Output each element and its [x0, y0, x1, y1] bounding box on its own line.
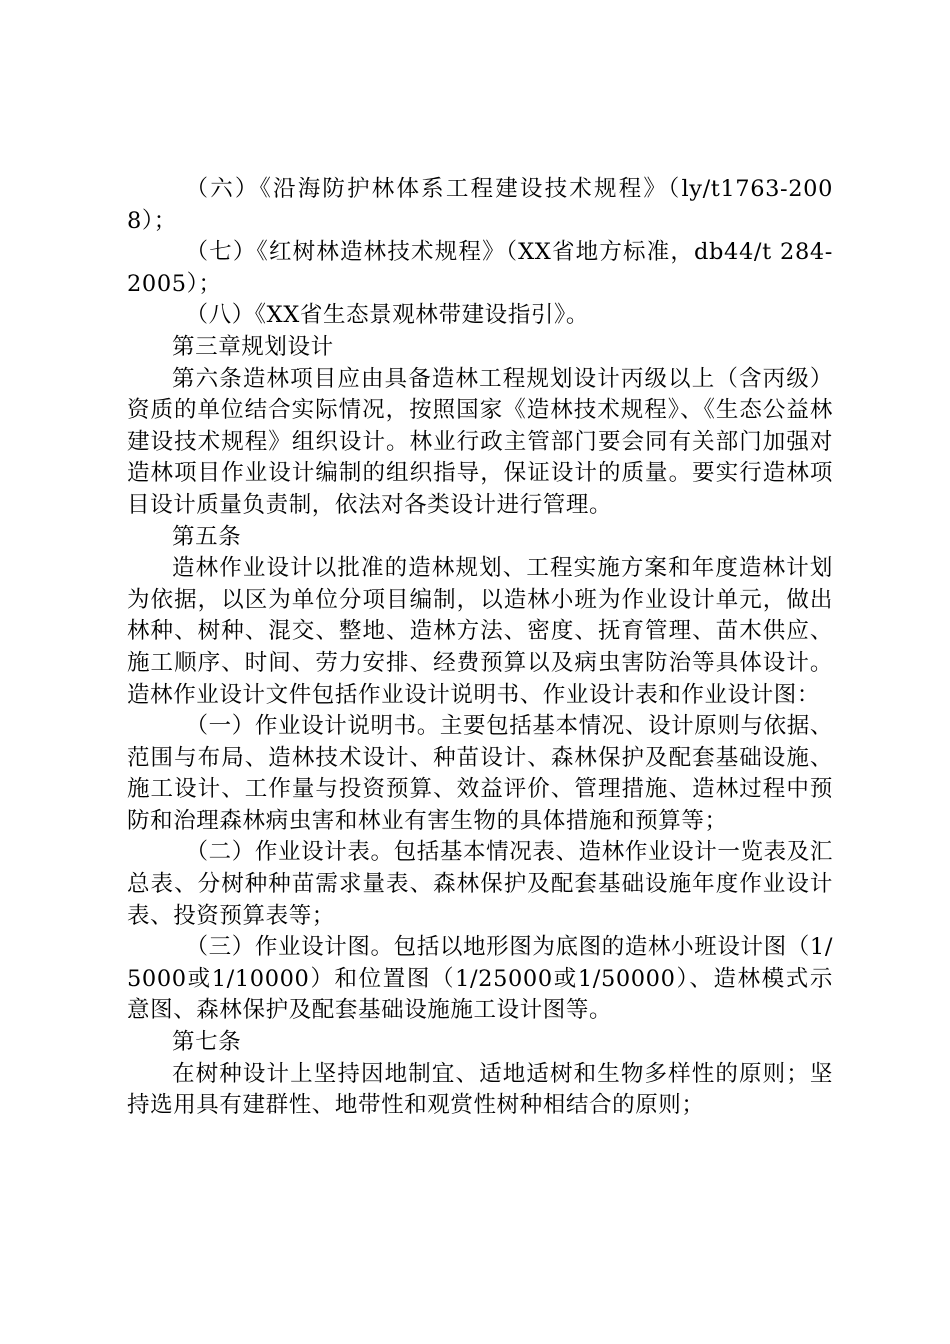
article-7-paragraph: 在树种设计上坚持因地制宜、适地适树和生物多样性的原则；坚持选用具有建群性、地带性和观赏性树种相结合的原则；: [127, 1060, 833, 1119]
chapter-heading: 第三章规划设计: [172, 333, 334, 360]
document-body: [127, 174, 833, 1122]
item-design-tables: （二）作业设计表。包括基本情况表、造林作业设计一览表及汇总表、分树种种苗需求量表、森林保护及配套基础设施年度作业设计表、投资预算表等；: [127, 839, 833, 929]
paragraph-standard-7: （七）《红树林造林技术规程》（XX省地方标准，db44/t 284-2005）；: [127, 239, 833, 297]
article-5-heading: 第五条: [172, 523, 242, 550]
article-6-paragraph: 第六条造林项目应由具备造林工程规划设计丙级以上（含丙级）资质的单位结合实际情况，按照国家《造林技术规程》、《生态公益林建设技术规程》组织设计。林业行政主管部门要会同有关部门加强对造林项目作业设计编制的组织指导，保证设计的质量。要实行造林项目设计质量负责制，依法对各类设计进行管理。: [127, 365, 833, 518]
article-5-paragraph: 造林作业设计以批准的造林规划、工程实施方案和年度造林计划为依据，以区为单位分项目编制，以造林小班为作业设计单元，做出林种、树种、混交、整地、造林方法、密度、抚育管理、苗木供应、施工顺序、时间、劳力安排、经费预算以及病虫害防治等具体设计。造林作业设计文件包括作业设计说明书、作业设计表和作业设计图：: [127, 555, 833, 708]
item-design-maps: （三）作业设计图。包括以地形图为底图的造林小班设计图（1/5000或1/10000）和位置图（1/25000或1/50000）、造林模式示意图、森林保护及配套基础设施施工设计图等。: [127, 934, 833, 1024]
paragraph-standard-8: （八）《XX省生态景观林带建设指引》。: [185, 302, 589, 329]
paragraph-standard-6: （六）《沿海防护林体系工程建设技术规程》（ly/t1763-2008）；: [127, 176, 833, 234]
item-design-manual: （一）作业设计说明书。主要包括基本情况、设计原则与依据、范围与布局、造林技术设计、种苗设计、森林保护及配套基础设施、施工设计、工作量与投资预算、效益评价、管理措施、造林过程中预防和治理森林病虫害和林业有害生物的具体措施和预算等；: [127, 713, 833, 834]
article-7-heading: 第七条: [172, 1029, 242, 1056]
